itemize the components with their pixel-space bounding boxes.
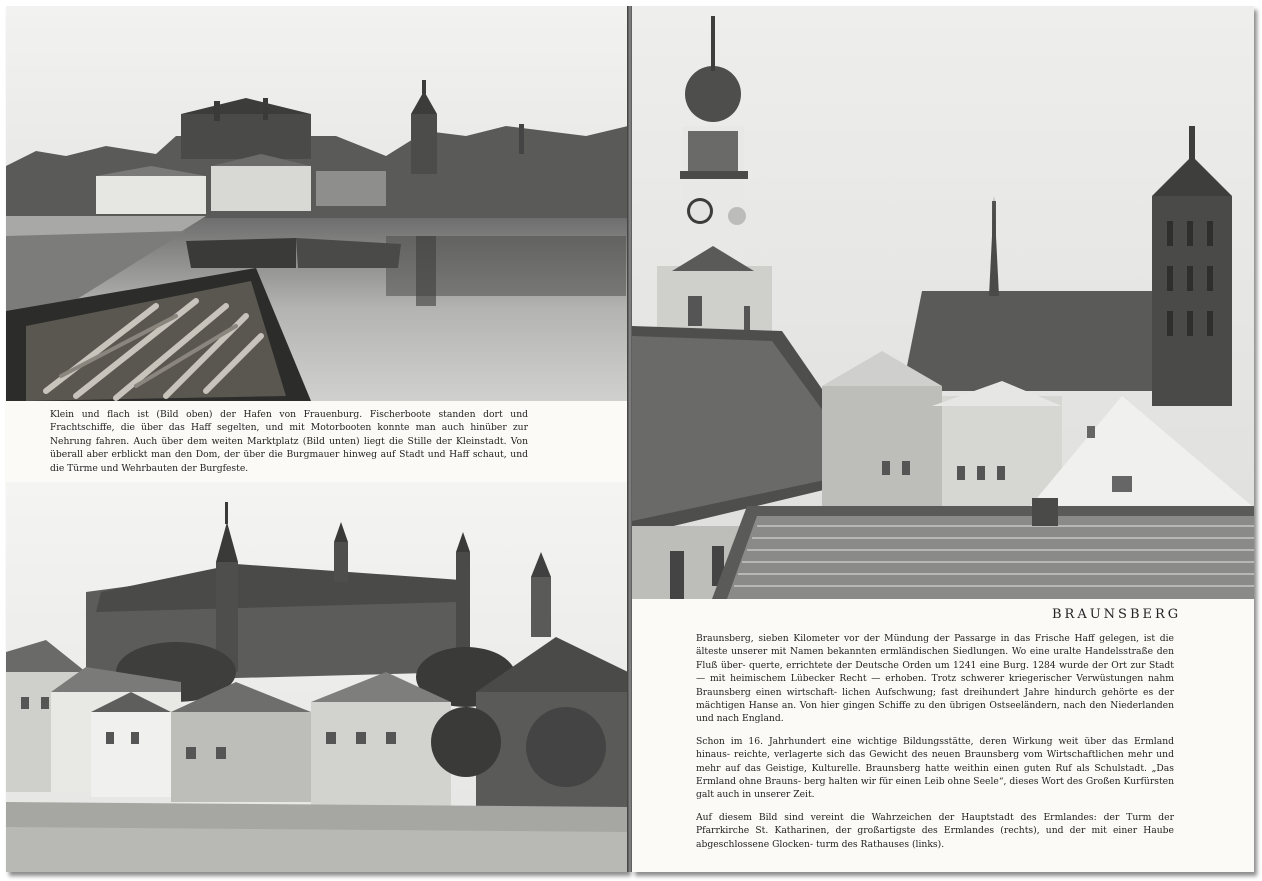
place-title: BRAUNSBERG: [1052, 607, 1182, 622]
braunsberg-text: [696, 632, 1174, 860]
braunsberg-photo: [632, 6, 1254, 599]
harbour-photo: [6, 6, 628, 401]
caption-text: Klein und flach ist (Bild oben) der Hafen von Frauenburg. Fischerboote standen dort und Frachtschiffe, die über das Haff segelten, und mit Motorbooten konnte man auch hinüber zur Nehrung fahren. Auch über dem weiten Marktplatz (Bild unten) liegt die Stille der Kleinstadt. Von überall aber erblickt man den Dom, der über die Burgmauer hinweg auf Stadt und Haff schaut, und die Türme und Wehrbauten der Burgfeste.: [50, 409, 528, 474]
paragraph-1: Braunsberg, sieben Kilometer vor der Mündung der Passarge in das Frische Haff gelegen, ist die älteste unserer mit Namen bekannten ermländischen Siedlungen. Wo eine uralte Handelsstraße den Fluß über- querte, errichtete der Deutsche Orden um 1241 eine Burg. 1284 wurde der Ort zur Stadt — mit heimischem Lübecker Recht — erhoben. Trotz schwerer kriegerischer Verwüstungen nahm Braunsberg einen wirtschaft- lichen Aufschwung; fast dreihundert Jahre hindurch gehörte es der mächtigen Hanse an. Von hier gingen Schiffe zu den übrigen Ostseeländern, nach den Niederlanden und nach England.: [696, 633, 1174, 725]
paragraph-2: Schon im 16. Jahrhundert eine wichtige Bildungsstätte, deren Wirkung weit über das Ermland hinaus- reichte, verlagerte sich das Gewicht des neuen Braunsberg vom Wirtschaftlichen mehr und mehr auf das Geistige, Kulturelle. Braunsberg hatte weithin einen guten Ruf als Schulstadt. „Das Ermland ohne Brauns- berg halten wir für einen Leib ohne Seele“, dieses Wort des Großen Kurfürsten galt auch in unserer Zeit.: [696, 735, 1174, 801]
paragraph-3: Auf diesem Bild sind vereint die Wahrzeichen der Hauptstadt des Ermlandes: der Turm der Pfarrkirche St. Katharinen, der großartigste des Ermlandes (rechts), und der mit einer Haube abgeschlossene Glocken- turm des Rathauses (links).: [696, 811, 1174, 850]
harbour-caption: [50, 408, 528, 475]
right-page: [632, 6, 1254, 872]
market-photo: [6, 482, 628, 872]
left-page: [6, 6, 628, 872]
